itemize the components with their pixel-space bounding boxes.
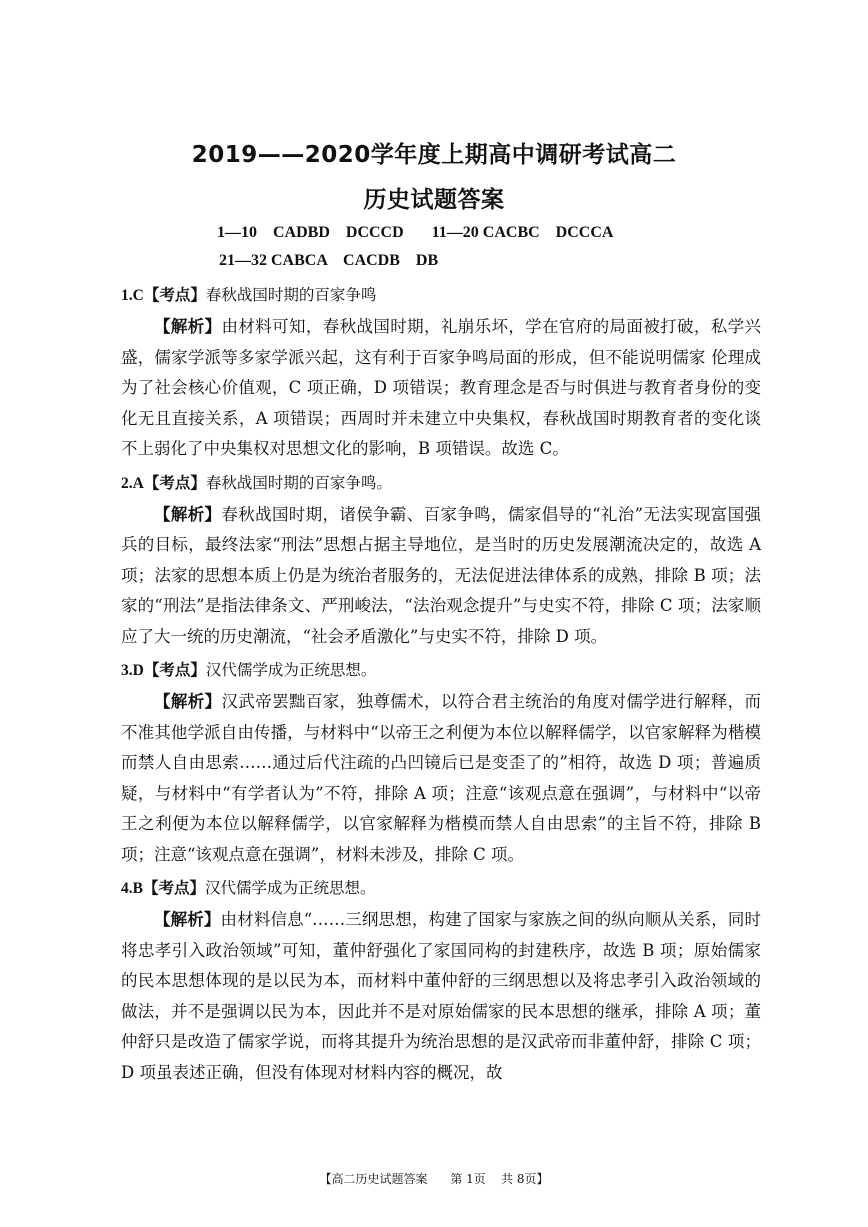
analysis-paragraph bbox=[121, 500, 761, 653]
question-4 bbox=[121, 874, 761, 1088]
question-number: 3.D bbox=[121, 662, 144, 679]
analysis-text: 由材料信息“……三纲思想，构建了国家与家族之间的纵向顺从关系，同时将忠孝引入政治领域”可知，董仲舒强化了家国同构的封建秩序，故选 B 项；原始儒家的民本思想体现的是以民为本，而材料中董仲舒的三纲思想以及将忠孝引入政治领域的做法，并不是强调以民为本，因此并不是对原始儒家的民本思想的继承，排除 A 项；董仲舒只是改造了儒家学说，而将其提升为统治思想的是汉武帝而非董仲舒，排除 C 项；D 项虽表述正确，但没有体现对材料内容的概况，故 bbox=[121, 910, 762, 1082]
question-number: 4.B bbox=[121, 880, 143, 897]
analysis-text: 春秋战国时期，诸侯争霸、百家争鸣，儒家倡导的“礼治”无法实现富国强兵的目标，最终法家“刑法”思想占据主导地位，是当时的历史发展潮流决定的，故选 A 项；法家的思想本质上仍是为统治者服务的，无法促进法律体系的成熟，排除 B 项；法家的“刑法”是指法律条文、严刑峻法，“法治观念提升”与史实不符，排除 C 项；法家顺应了大一统的历史潮流，“社会矛盾激化”与史实不符，排除 D 项。 bbox=[121, 504, 761, 646]
answer-key-line-2: 21—32 CABCA CACDB DB bbox=[219, 252, 439, 269]
question-heading bbox=[121, 656, 761, 684]
kaodian-text: 春秋战国时期的百家争鸣。 bbox=[205, 473, 392, 492]
analysis-paragraph bbox=[121, 312, 761, 465]
question-2 bbox=[121, 469, 761, 653]
analysis-paragraph bbox=[121, 905, 761, 1088]
page-title: 2019——2020学年度上期高中调研考试高二 bbox=[191, 142, 677, 168]
kaodian-tag: 【考点】 bbox=[143, 661, 206, 679]
answer-explanations bbox=[121, 281, 761, 1092]
analysis-tag: 【解析】 bbox=[154, 504, 222, 524]
analysis-tag: 【解析】 bbox=[154, 317, 222, 336]
question-number: 2.A bbox=[121, 474, 144, 492]
analysis-paragraph bbox=[121, 687, 761, 870]
kaodian-tag: 【考点】 bbox=[142, 879, 205, 897]
kaodian-text: 春秋战国时期的百家争鸣 bbox=[205, 286, 377, 304]
question-heading bbox=[121, 281, 761, 309]
answer-key-line-1: 1—10 CADBD DCCCD 11—20 CACBC DCCCA bbox=[217, 224, 614, 241]
question-number: 1.C bbox=[121, 287, 144, 304]
question-heading bbox=[121, 469, 761, 497]
kaodian-tag: 【考点】 bbox=[143, 473, 206, 492]
analysis-text: 由材料可知，春秋战国时期，礼崩乐坏，学在官府的局面被打破，私学兴盛，儒家学派等多家学派兴起，这有利于百家争鸣局面的形成，但不能说明儒家 伦理成为了社会核心价值观，C 项正确，D 项错误；教育理念是否与时俱进与教育者身份的变化无且直接关系，A 项错误；西周时并未建立中央集权，春秋战国时期教育者的变化谈不上弱化了中央集权对思想文化的影响，B 项错误。故选 C。 bbox=[121, 317, 762, 458]
question-heading bbox=[121, 874, 761, 902]
analysis-text: 汉武帝罢黜百家，独尊儒术，以符合君主统治的角度对儒学进行解释，而不准其他学派自由传播，与材料中“以帝王之利便为本位以解释儒学，以官家解释为楷模而禁人自由思索……通过后代注疏的凸凹镜后已是变歪了的”相符，故选 D 项；普遍质疑，与材料中“有学者认为”不符，排除 A 项；注意“该观点意在强调”，与材料中“以帝王之利便为本位以解释儒学，以官家解释为楷模而禁人自由思索”的主旨不符，排除 B 项；注意“该观点意在强调”，材料未涉及，排除 C 项。 bbox=[121, 692, 762, 864]
kaodian-text: 汉代儒学成为正统思想。 bbox=[204, 879, 376, 897]
page-footer: 【高二历史试题答案 第 1页 共 8页】 bbox=[319, 1172, 549, 1186]
page-subtitle: 历史试题答案 bbox=[363, 187, 505, 213]
kaodian-text: 汉代儒学成为正统思想。 bbox=[205, 661, 377, 679]
analysis-tag: 【解析】 bbox=[154, 910, 221, 929]
kaodian-tag: 【考点】 bbox=[143, 286, 206, 304]
question-1 bbox=[121, 281, 761, 465]
analysis-tag: 【解析】 bbox=[154, 692, 222, 711]
question-3 bbox=[121, 656, 761, 870]
